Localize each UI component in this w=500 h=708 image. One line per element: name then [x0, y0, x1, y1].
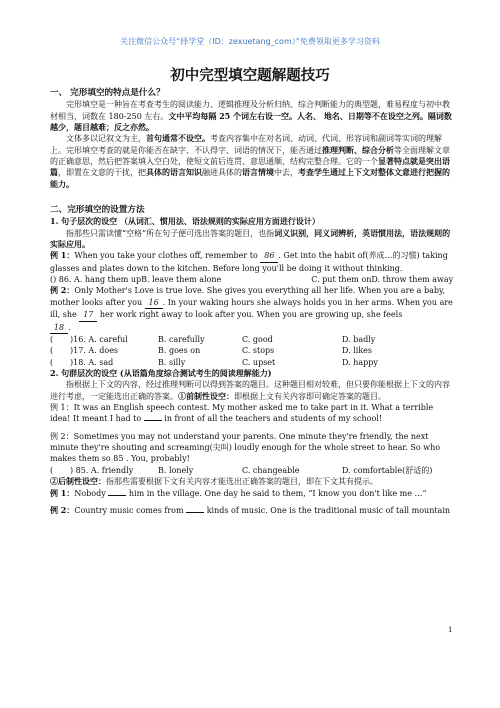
answer-blank — [108, 495, 126, 496]
example-label: 例 1： — [50, 403, 74, 413]
text-run: him in the village. One day he said to them, “I know you don't like me …” — [128, 488, 427, 498]
text-run: 指那些需要根据下文有关内容才能选出正确答案的题目，即在下文其有提示。 — [106, 477, 378, 487]
option-a: ) 85. A. friendly — [70, 465, 134, 475]
section-2-sub2-description — [50, 379, 454, 402]
option-d: D. badly — [342, 334, 376, 344]
example-1 — [50, 250, 454, 274]
option-a: )16. A. careful — [70, 334, 128, 344]
answer-paren[interactable]: ( — [50, 465, 54, 475]
question-16-options — [50, 334, 454, 345]
text-run: in front of all the teachers and students of my school! — [164, 414, 383, 424]
answer-blank — [144, 420, 162, 421]
answer-blank: 16 — [145, 297, 163, 309]
text-run: 文体多以记叙文为主， — [66, 134, 146, 144]
option-b: B. silly — [158, 357, 186, 367]
section-2-subheading-2: 2. 句群层次的设空 (从语篇角度综合测试考生的阅读理解能力) — [50, 367, 272, 378]
page-number: 1 — [448, 626, 453, 634]
option-a: )17. A. does — [70, 346, 119, 356]
section-1-paragraph-1 — [50, 99, 454, 133]
example-label: 例 2： — [50, 431, 74, 441]
text-run: Country music comes from — [74, 505, 184, 515]
text-run: Nobody — [74, 488, 106, 498]
option-d: D. happy — [342, 357, 378, 367]
text-run: ，即置在文意的干扰，把 — [58, 168, 146, 178]
example-4 — [50, 431, 454, 465]
example-5 — [50, 488, 454, 499]
bold-run: 显著特点就是突出语篇 — [50, 156, 450, 178]
text-run: It was an English speech contest. My mother asked me to take part in it. What a terrible idea! It meant I had to — [50, 403, 434, 424]
option-d: D. likes — [342, 346, 373, 356]
text-run: Sometimes you may not understand your parents. One minute they're friendly, the next minute they're shouting and screaming(尖叫) loudly enough for the whole street to hear. So who makes them so 85 . You, probably! — [50, 431, 441, 464]
option-run: C. put them onD. throw them away — [311, 275, 454, 285]
example-2 — [50, 285, 454, 333]
text-run: . Get into the habit of(养成…的习惯) taking glasses and plates down to the kitchen. Before long you'll be doing it without thinking. — [50, 251, 448, 273]
text-run: . — [68, 322, 71, 332]
question-85-options — [50, 465, 454, 476]
bold-run: 具体的语言知识 — [146, 167, 202, 178]
example-1-options — [50, 274, 454, 285]
text-run: kinds of music. One is the traditional music of tall mountain — [206, 505, 451, 515]
text-run: her work right away to look after you. When you are growing up, she feels — [99, 310, 403, 320]
text-run: 融进具体的 — [202, 168, 242, 178]
section-2-sub1-description — [50, 228, 454, 251]
answer-blank: 17 — [79, 309, 97, 321]
option-d: D. comfortable(舒适的) — [342, 465, 433, 475]
question-18-options — [50, 357, 454, 368]
text-run: Only Mother's Love is true love. She gives you everything all her life. When you are a baby, mother looks after you — [50, 286, 445, 307]
text-run: 考查内容集中在对名词、动词、代词、形容词和副词等实词的理解上。完形填空考查的就是你能否在缺字、不认得字、词语的情况下，能否通过 — [50, 134, 442, 155]
answer-paren[interactable]: ( — [50, 357, 54, 367]
text-run: 完形填空是一种旨在考查考生的阅读能力、逻辑推理及分析归纳、综合判断能力的典型题，难易程度与初中教材相当，词数在 180-250 左右。 — [50, 100, 450, 121]
option-c: C. upset — [242, 357, 276, 367]
section-1-heading: 一、 完形填空的特点是什么？ — [50, 88, 165, 98]
text-run: 等全面理解文章的正确意思，然后把答案填入空白处，使短文前后连贯、意思通顺、结构完整合理。它的一个 — [50, 145, 450, 166]
text-run: . In your waking hours she always holds you in her arms. When you are ill, she — [50, 297, 453, 320]
bold-run: 语言情境 — [242, 167, 274, 178]
example-label: 例 1： — [50, 487, 75, 498]
text-run: 指那些只需读懂“空格”所在句子便可选出答案的题目，也指 — [66, 228, 275, 238]
option-c: C. good — [242, 334, 273, 344]
answer-paren[interactable]: ( — [50, 346, 54, 356]
text-run: 即根据上文有关内容即可确定答案的题目。 — [234, 391, 386, 401]
text-run: 中去， — [274, 168, 298, 178]
section-1-paragraph-2 — [50, 133, 454, 190]
example-label: 例 2： — [50, 285, 75, 296]
bold-run: ①前制性设空： — [178, 390, 234, 401]
option-c: C. stops — [242, 346, 275, 356]
option-c: C. changeable — [242, 465, 300, 475]
option-b: B. carefully — [158, 334, 205, 344]
document-body — [50, 85, 454, 516]
option-run: () 86. A. hang them upB. leave them alone — [50, 275, 222, 285]
section-2-heading: 二、完形填空的设置方法 — [50, 205, 145, 216]
document-title: 初中完型填空题解题技巧 — [170, 68, 330, 84]
option-a: )18. A. sad — [70, 357, 114, 367]
answer-blank: 86 — [260, 250, 278, 262]
text-run: When you take your clothes off, remember to — [74, 251, 258, 261]
text-run: 指根据上下文的内容，经过推理判断可以得到答案的题目。这种题目相对较难，但只要你能根据上下文的内容进行考虑，一定能选出正确的答案。 — [50, 380, 450, 401]
section-2-sub2-description-2 — [50, 476, 454, 487]
section-2-subheading-1: 1. 句子层次的设空 （从词汇、惯用法、语法规则的实际应用方面进行设计） — [50, 216, 320, 227]
bold-run: ②后制性设空： — [50, 476, 106, 487]
example-3 — [50, 402, 454, 425]
example-label: 例 1： — [50, 250, 75, 261]
question-17-options — [50, 345, 454, 356]
bold-run: 首句通常不设空。 — [146, 133, 210, 144]
bold-run: 推理判断、综合分析 — [322, 144, 394, 155]
bold-run: 考查学生通过上下文对整体文意进行把握的能力。 — [50, 167, 450, 189]
answer-blank: 18 — [50, 322, 68, 334]
answer-blank — [186, 512, 204, 513]
bold-run: 词义识别，同义词辨析，英语惯用法，语法规则的实际应用。 — [50, 227, 451, 249]
example-label: 例 2： — [50, 504, 75, 515]
option-b: B. goes on — [158, 346, 201, 356]
answer-paren[interactable]: ( — [50, 334, 54, 344]
page-header: 关注微信公众号“择学堂（ID：zexuetang_com）”免费领取更多学习资料 — [120, 37, 380, 46]
bold-run: 文中平均每隔 25 个词左右设一空。人名、 地名、日期等不在设空之列。隔词数越少，题目越难；反之亦然。 — [50, 110, 452, 132]
example-6 — [50, 505, 454, 516]
option-b: B. lonely — [158, 465, 194, 475]
